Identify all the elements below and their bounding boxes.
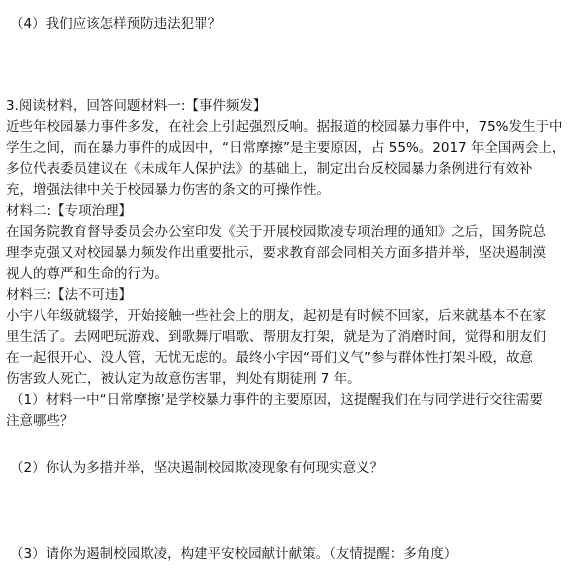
material-three-heading: 材料三:【法不可违】 (6, 287, 133, 303)
material-three-line-2: 里生活了。去网吧玩游戏、到歌舞厅唱歌、帮朋友打架，就是为了消磨时间，觉得和朋友们 (6, 329, 546, 345)
question-2: （2）你认为多措并举，坚决遏制校园欺凌现象有何现实意义？ (10, 460, 384, 476)
material-two-line-1: 在国务院教育督导委员会办公室印发《关于开展校园欺凌专项治理的通知》之后，国务院总 (6, 224, 546, 240)
material-three-line-4: 伤害致人死亡，被认定为故意伤害罪，判处有期徒刑 7 年。 (6, 371, 361, 387)
material-three-line-1: 小宇八年级就辍学，开始接触一些社会上的朋友，起初是有时候不回家，后来就基本不在家 (6, 308, 546, 324)
material-one-line-1: 近些年校园暴力事件多发，在社会上引起强烈反响。据报道的校园暴力事件中，75%发生于中 (6, 119, 563, 135)
question-1-line-1: （1）材料一中“日常摩擦’是学校暴力事件的主要原因，这提醒我们在与同学进行交往需要 (10, 392, 543, 408)
material-two-line-2: 理李克强又对校园暴力频发作出重要批示，要求教育部会同相关方面多措并举，坚决遏制漠 (6, 245, 546, 261)
material-one-line-3: 多位代表委员建议在《未成年人保护法》的基础上，制定出台反校园暴力条例进行有效补 (6, 161, 533, 177)
material-two-heading: 材料二:【专项治理】 (6, 203, 133, 219)
material-two-line-3: 视人的尊严和生命的行为。 (6, 266, 168, 282)
material-one-line-4: 充，增强法律中关于校园暴力伤害的条文的可操作性。 (6, 182, 330, 198)
question-1-line-2: 注意哪些？ (6, 413, 74, 429)
material-three-line-3: 在一起很开心、没人管，无忧无虑的。最终小宇因“哥们义气”参与群体性打架斗殴，故意 (6, 350, 533, 366)
material-one-line-2: 学生之间，而在暴力事件的成因中，“日常摩擦”是主要原因，占 55%。2017 年全国两会上， (6, 140, 566, 156)
question-4-previous: （4）我们应该怎样预防违法犯罪？ (10, 16, 222, 32)
question-3: （3）请你为遏制校园欺凌，构建平安校园献计献策。（友情提醒：多角度） (10, 546, 458, 562)
section-3-heading: 3.阅读材料，回答问题材料一:【事件频发】 (6, 98, 267, 114)
